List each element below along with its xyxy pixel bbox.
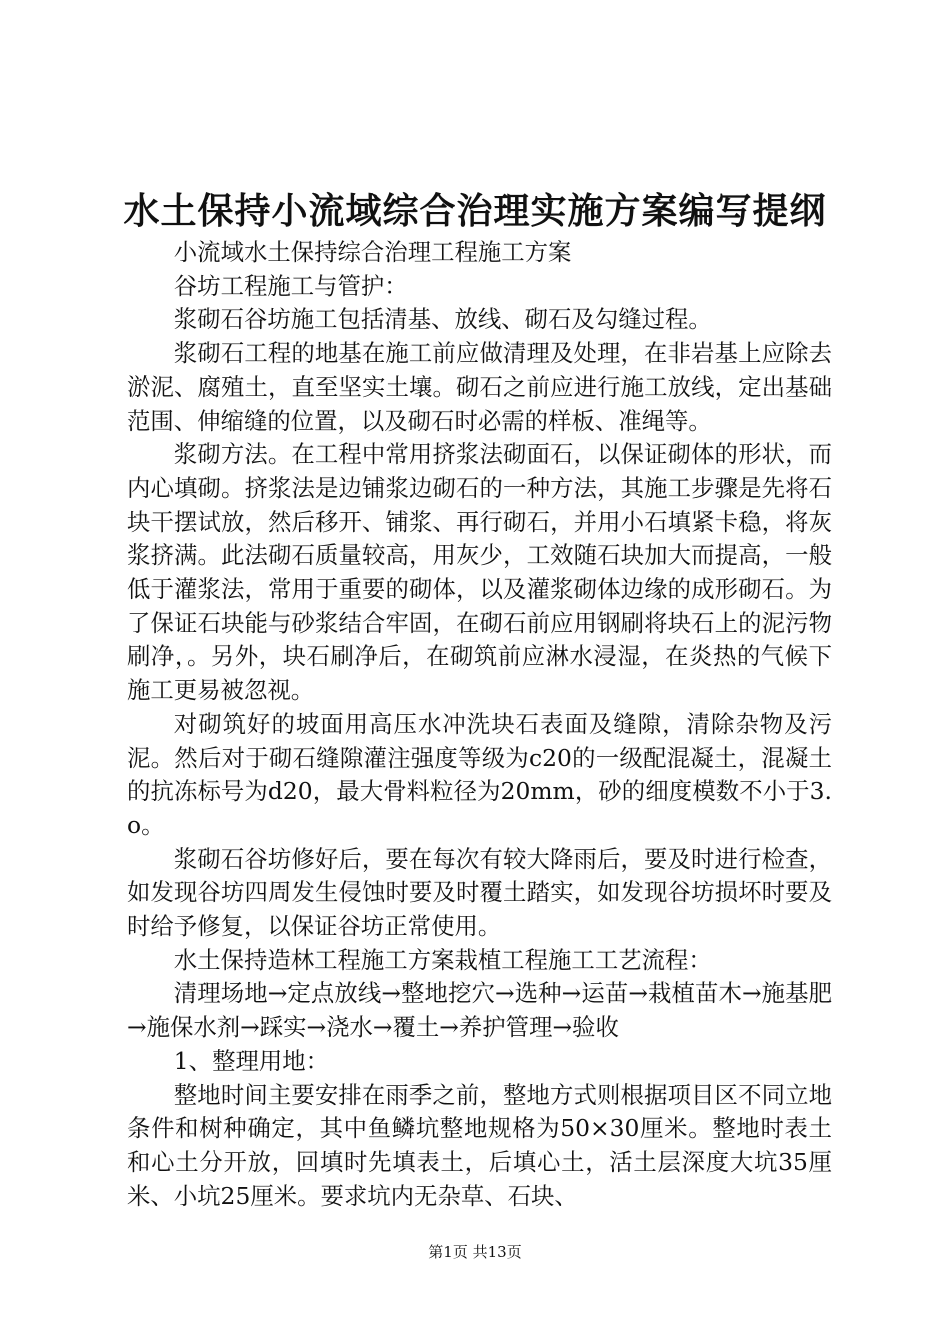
paragraph: 小流域水土保持综合治理工程施工方案 bbox=[173, 238, 572, 266]
paragraph: 浆砌石工程的地基在施工前应做清理及处理，在非岩基上应除去淤泥、腐殖土，直至坚实土壤。砌石之前应进行施工放线，定出基础范围、伸缩缝的位置，以及砌石时必需的样板、准绳等。 bbox=[127, 339, 832, 435]
paragraph: 水土保持造林工程施工方案栽植工程施工工艺流程： bbox=[173, 945, 712, 974]
paragraph: 浆砌方法。在工程中常用挤浆法砌面石，以保证砌体的形状，而内心填砌。挤浆法是边铺浆边砌石的一种方法，其施工步骤是先将石块干摆试放，然后移开、铺浆、再行砌石，并用小石填紧卡稳，将灰浆挤满。此法砌石质量较高，用灰少，工效随石块加大而提高，一般低于灌浆法，常用于重要的砌体，以及灌浆砌体边缘的成形砌石。为了保证石块能与砂浆结合牢固，在砌石前应用钢刷将块石上的泥污物刷净，。另外，块石刷净后，在砌筑前应淋水浸湿，在炎热的气候下施工更易被忽视。 bbox=[127, 440, 832, 705]
paragraph: 浆砌石谷坊修好后，要在每次有较大降雨后，要及时进行检查，如发现谷坊四周发生侵蚀时要及时覆土踏实，如发现谷坊损坏时要及时给予修复，以保证谷坊正常使用。 bbox=[127, 844, 832, 941]
paragraph: 浆砌石谷坊施工包括清基、放线、砌石及勾缝过程。 bbox=[173, 305, 712, 334]
document-title: 水土保持小流域综合治理实施方案编写提纲 bbox=[123, 190, 827, 232]
paragraph: 对砌筑好的坡面用高压水冲洗块石表面及缝隙，清除杂物及污泥。然后对于砌石缝隙灌注强度等级为c20的一级配混凝土，混凝土的抗冻标号为d20，最大骨料粒径为20mm，砂的细度模数不小于3.o。 bbox=[127, 709, 832, 839]
paragraph: 1、整理用地： bbox=[173, 1046, 330, 1075]
paragraph: 清理场地→定点放线→整地挖穴→选种→运苗→栽植苗木→施基肥→施保水剂→踩实→浇水→覆土→养护管理→验收 bbox=[127, 979, 832, 1042]
paragraph: 整地时间主要安排在雨季之前，整地方式则根据项目区不同立地条件和树种确定，其中鱼鳞坑整地规格为50×30厘米。整地时表土和心土分开放，回填时先填表土，后填心土，活土层深度大坑35厘米、小坑25厘米。要求坑内无杂草、石块、 bbox=[127, 1080, 832, 1210]
paragraph: 谷坊工程施工与管护： bbox=[173, 271, 408, 300]
page-footer: 第1页 共13页 bbox=[428, 1243, 522, 1261]
document-body bbox=[127, 236, 832, 1213]
